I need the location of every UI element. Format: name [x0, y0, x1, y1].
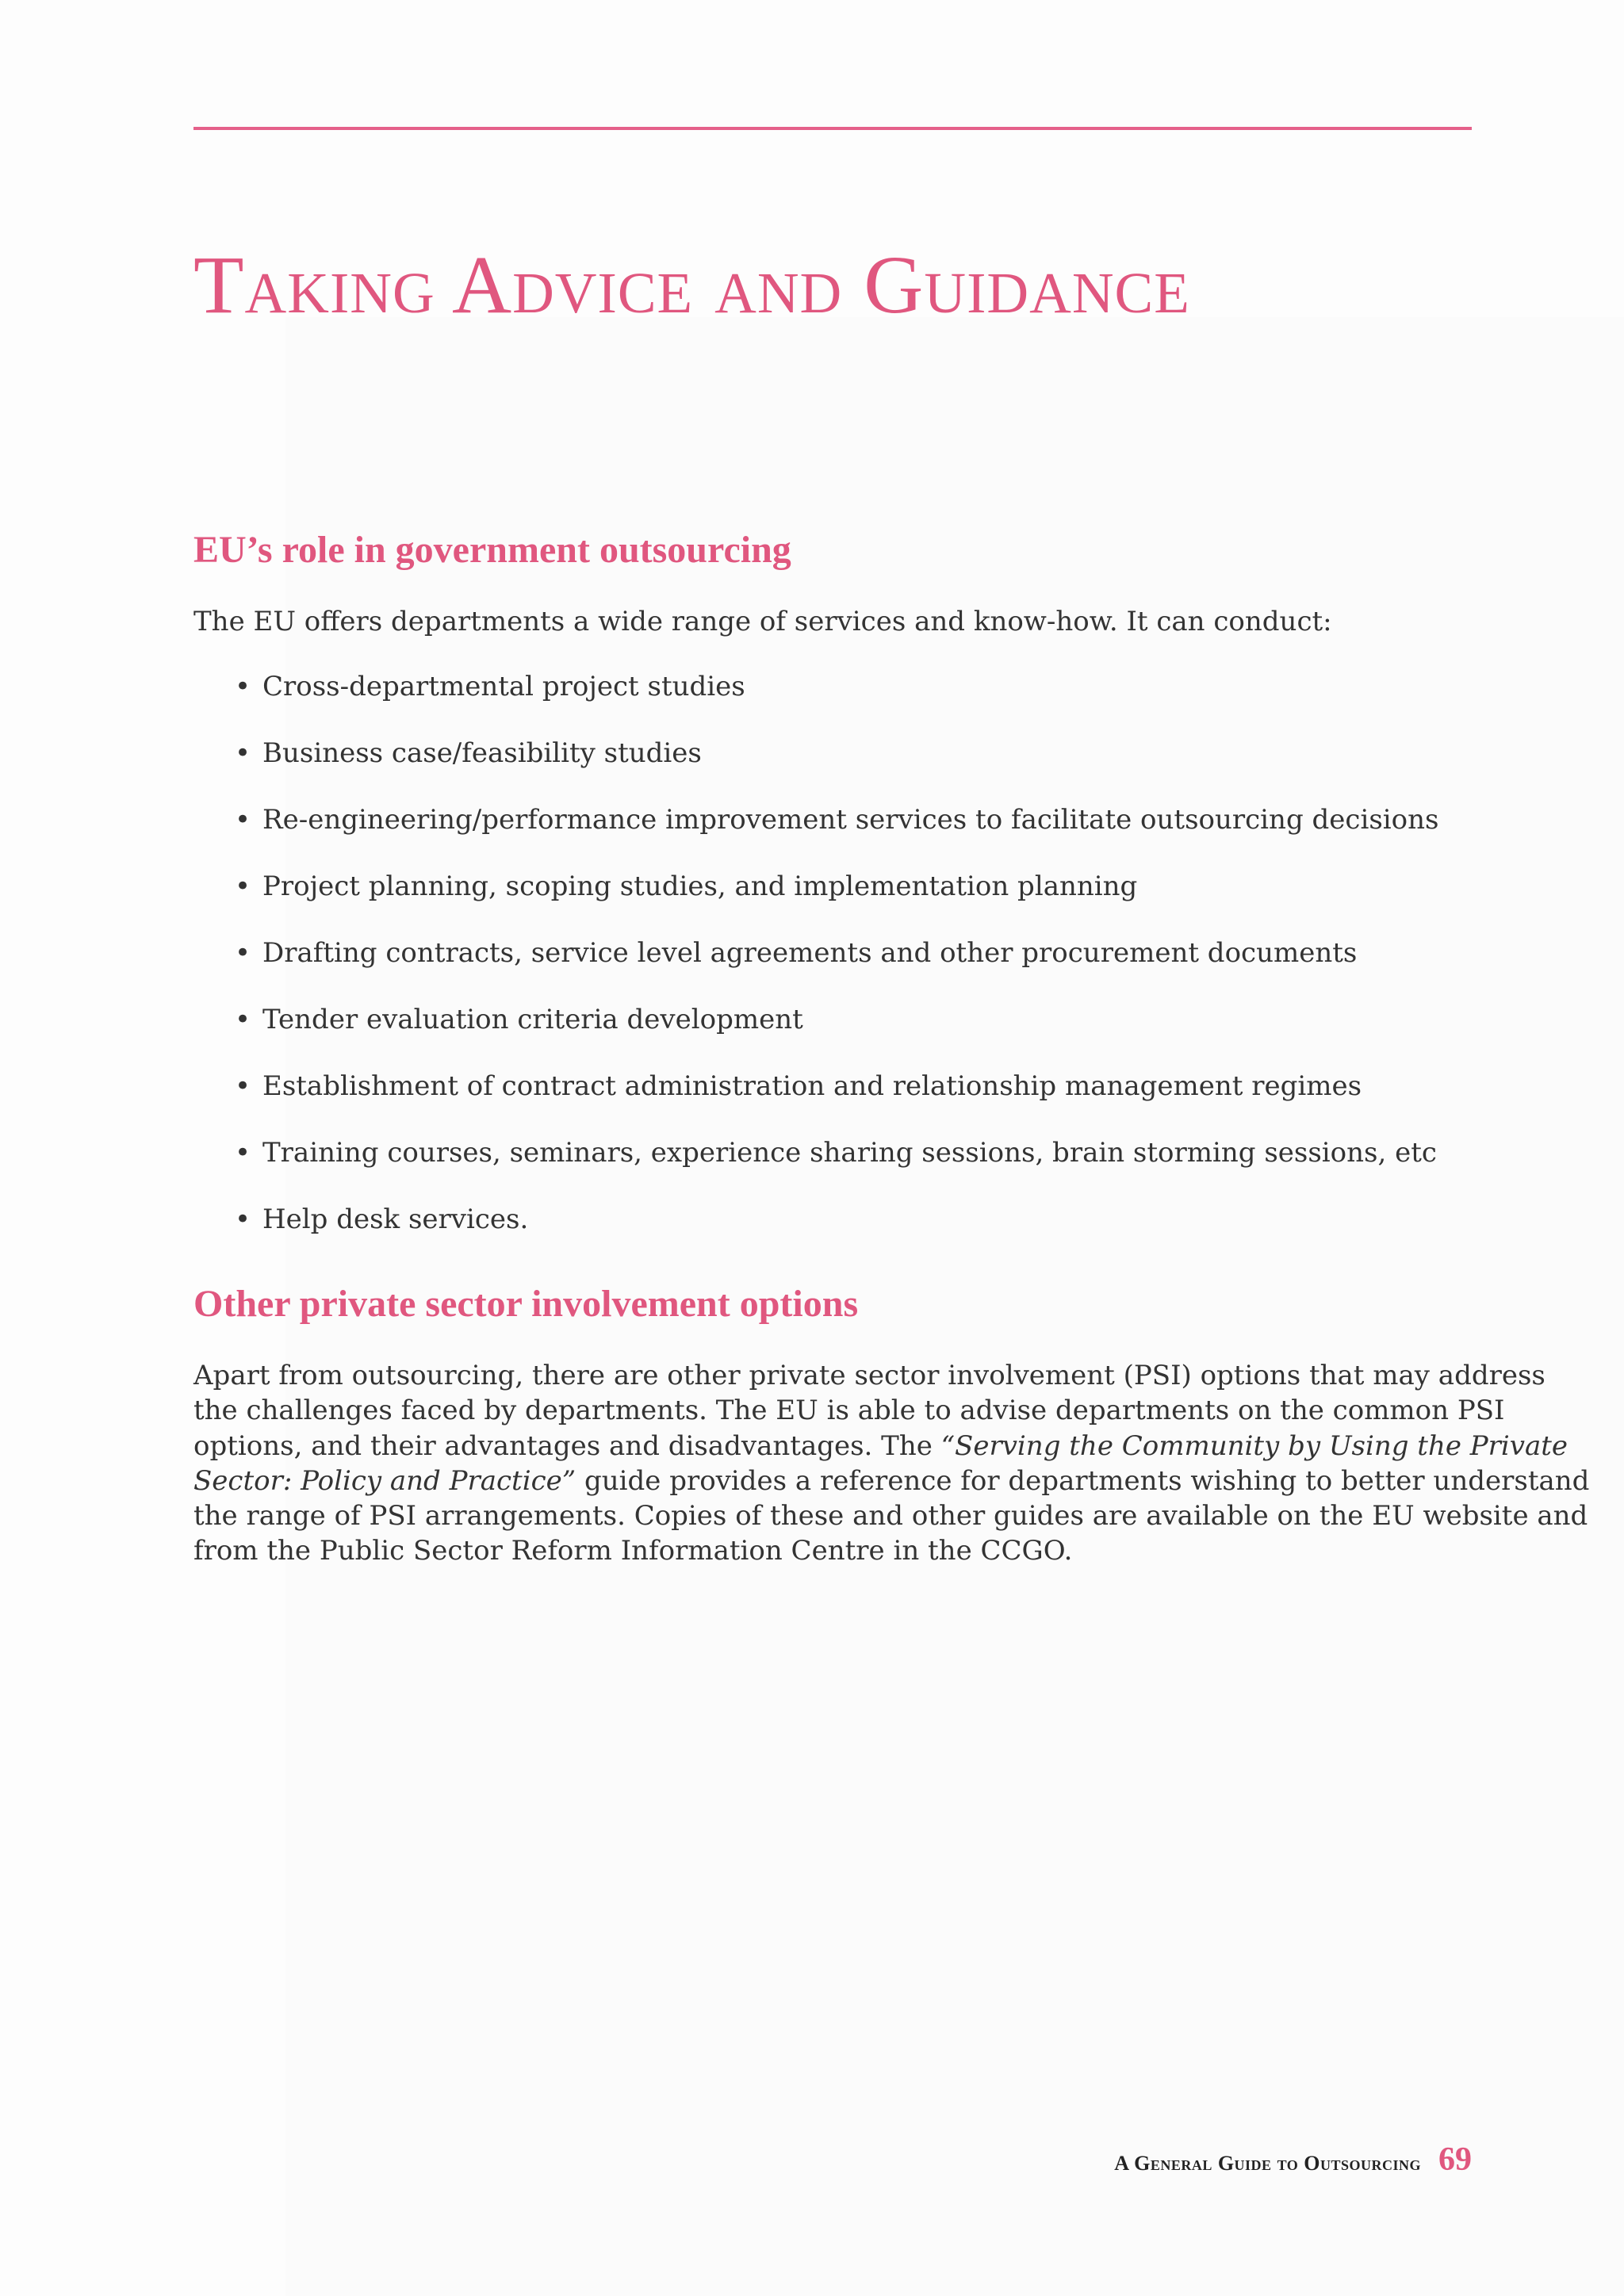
page-number: 69 — [1438, 2141, 1472, 2178]
bullet-icon: • — [235, 937, 251, 969]
list-item-text: Establishment of contract administration and relationship management regimes — [262, 1070, 1362, 1102]
list-item-text: Cross-departmental project studies — [262, 671, 745, 702]
bullet-icon: • — [235, 804, 251, 836]
section-heading-psi-options: Other private sector involvement options — [193, 1283, 859, 1325]
bullet-icon: • — [235, 871, 251, 902]
bullet-icon: • — [235, 1137, 251, 1169]
section-heading-eu-role: EU’s role in government outsourcing — [193, 529, 791, 571]
list-item-text: Help desk services. — [262, 1203, 529, 1235]
paragraph-text: guide provides a reference for departments wishing to better understand — [576, 1464, 1590, 1497]
bullet-icon: • — [235, 737, 251, 769]
bullet-icon: • — [235, 1203, 251, 1235]
paragraph-line — [193, 1464, 1590, 1498]
bullet-icon: • — [235, 1070, 251, 1102]
section-intro: The EU offers departments a wide range of services and know-how. It can conduct: — [193, 606, 1332, 637]
bullet-icon: • — [235, 1004, 251, 1035]
list-item-text: Re-engineering/performance improvement services to facilitate outsourcing decisions — [262, 804, 1439, 836]
paragraph-line: Apart from outsourcing, there are other private sector involvement (PSI) options that may address — [193, 1360, 1545, 1391]
paragraph-line: from the Public Sector Reform Information Centre in the CCGO. — [193, 1535, 1073, 1567]
list-item-text: Tender evaluation criteria development — [262, 1004, 803, 1035]
paragraph-line: the range of PSI arrangements. Copies of these and other guides are available on the EU website and — [193, 1500, 1588, 1533]
footer-title: A General Guide to Outsourcing — [1114, 2152, 1421, 2175]
page-title: Taking Advice and Guidance — [193, 239, 1190, 331]
list-item-text: Project planning, scoping studies, and implementation planning — [262, 871, 1138, 902]
bullet-icon: • — [235, 671, 251, 702]
paragraph-line — [193, 1429, 1568, 1464]
psi-paragraph — [193, 1358, 1590, 1569]
list-item-text: Training courses, seminars, experience sharing sessions, brain storming sessions, etc — [262, 1137, 1437, 1169]
guide-title-italic: “Serving the Community by Using the Private — [940, 1429, 1568, 1462]
list-item-text: Drafting contracts, service level agreements and other procurement documents — [262, 937, 1358, 969]
page-footer — [1114, 2141, 1472, 2179]
header-rule — [193, 127, 1472, 130]
list-item-text: Business case/feasibility studies — [262, 737, 702, 769]
guide-title-italic: Sector: Policy and Practice” — [193, 1464, 576, 1497]
paragraph-line: the challenges faced by departments. The EU is able to advise departments on the common PSI — [193, 1395, 1505, 1427]
paragraph-text: options, and their advantages and disadvantages. The — [193, 1429, 941, 1462]
